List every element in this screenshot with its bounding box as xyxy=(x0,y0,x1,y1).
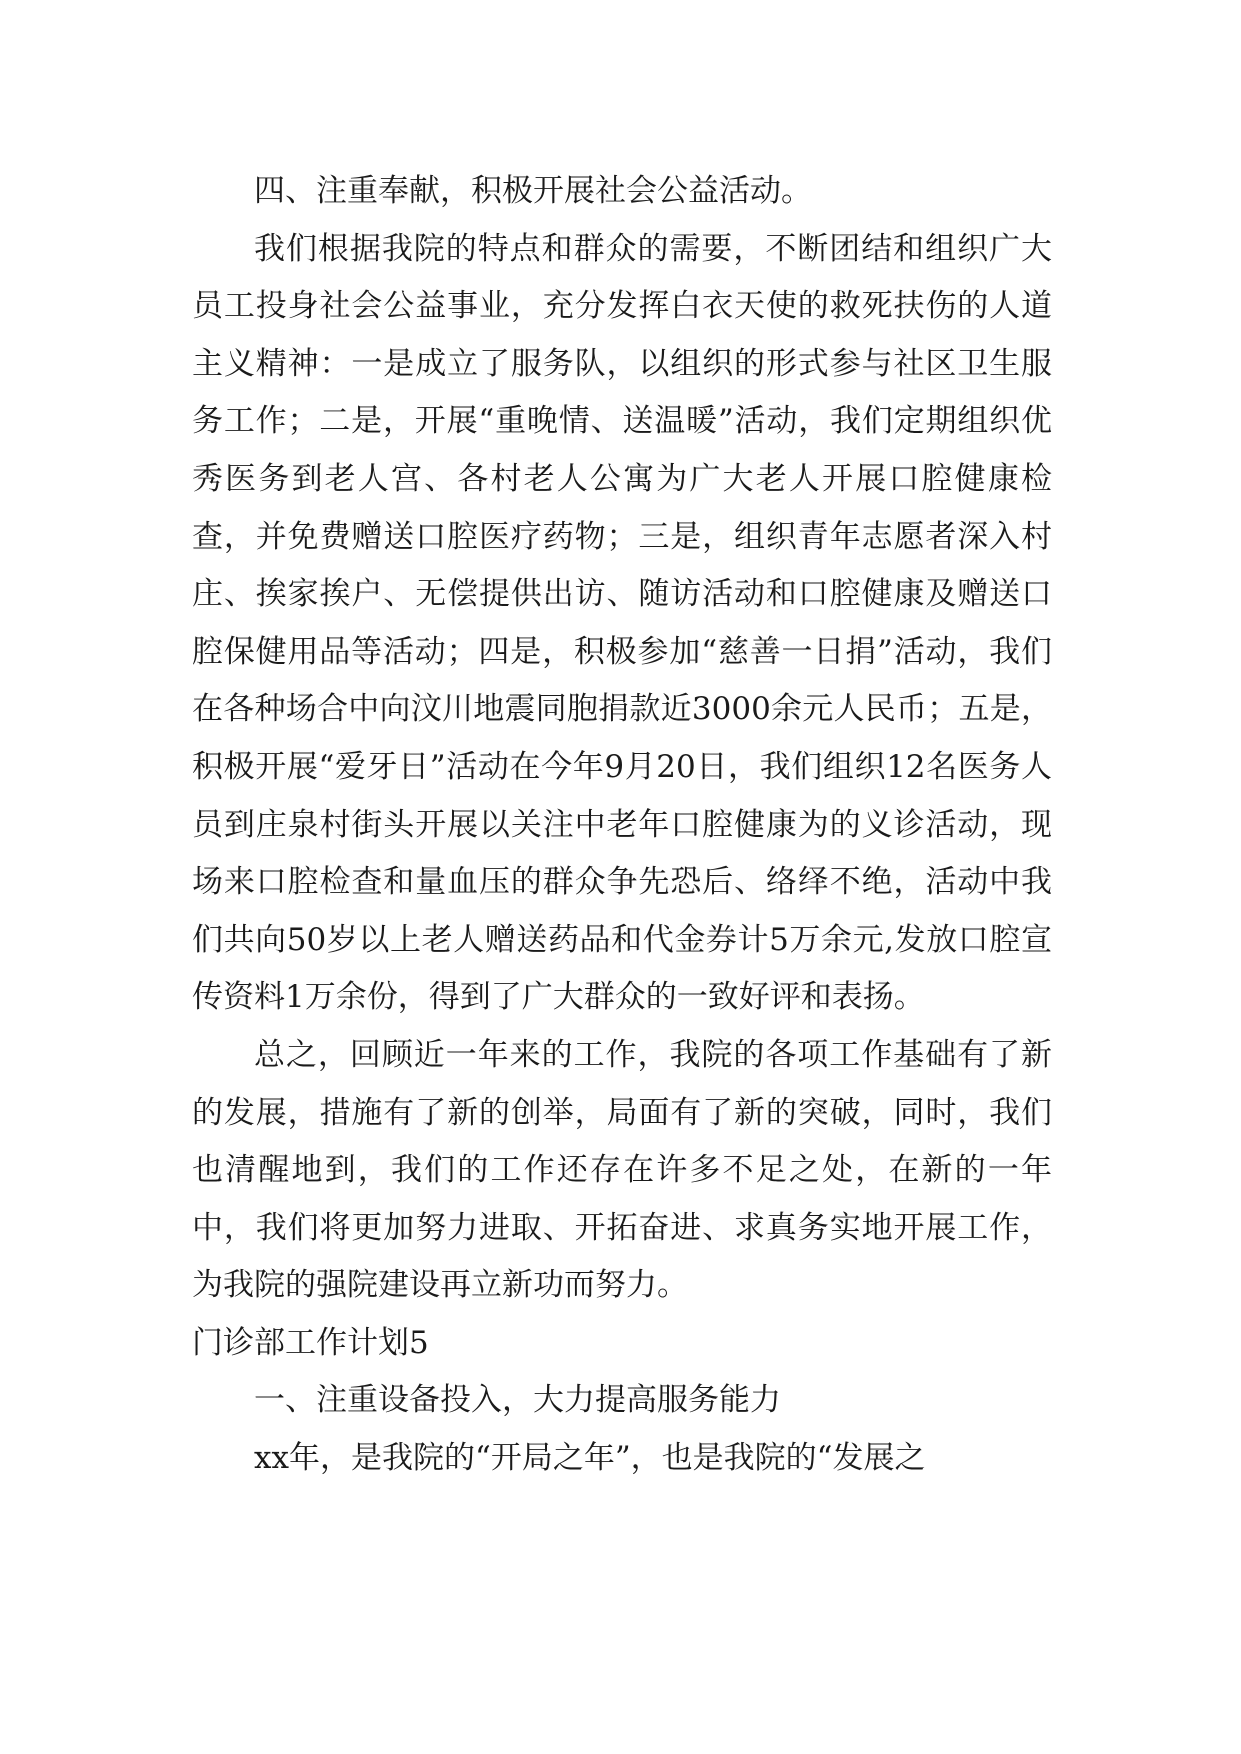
section-heading-equipment-investment: 一、注重设备投入，大力提高服务能力 xyxy=(254,1382,781,1419)
document-title-work-plan-5: 门诊部工作计划5 xyxy=(192,1324,429,1361)
paragraph-summary: 总之，回顾近一年来的工作，我院的各项工作基础有了新的发展，措施有了新的创举，局面有了新的突破，同时，我们也清醒地到，我们的工作还存在许多不足之处，在新的一年中，我们将更加努力进取、开拓奋进、求真务实地开展工作，为我院的强院建设再立新功而努力。 xyxy=(192,1036,1052,1304)
paragraph-opening-year: xx年，是我院的“开局之年”，也是我院的“发展之 xyxy=(254,1440,926,1477)
paragraph-public-welfare-activities: 我们根据我院的特点和群众的需要，不断团结和组织广大员工投身社会公益事业，充分发挥白衣天使的救死扶伤的人道主义精神：一是成立了服务队，以组织的形式参与社区卫生服务工作；二是，开展“重晚情、送温暖”活动，我们定期组织优秀医务到老人宫、各村老人公寓为广大老人开展口腔健康检查，并免费赠送口腔医疗药物；三是，组织青年志愿者深入村庄、挨家挨户、无偿提供出访、随访活动和口腔健康及赠送口腔保健用品等活动；四是，积极参加“慈善一日捐”活动，我们在各种场合中向汶川地震同胞捐款近3000余元人民币；五是，积极开展“爱牙日”活动在今年9月20日，我们组织12名医务人员到庄泉村街头开展以关注中老年口腔健康为的义诊活动，现场来口腔检查和量血压的群众争先恐后、络绎不绝，活动中我们共向50岁以上老人赠送药品和代金券计5万余元,发放口腔宣传资料1万余份，得到了广大群众的一致好评和表扬。 xyxy=(192,230,1052,1016)
section-heading-public-welfare: 四、注重奉献，积极开展社会公益活动。 xyxy=(254,173,812,209)
document-body xyxy=(192,163,1052,1488)
